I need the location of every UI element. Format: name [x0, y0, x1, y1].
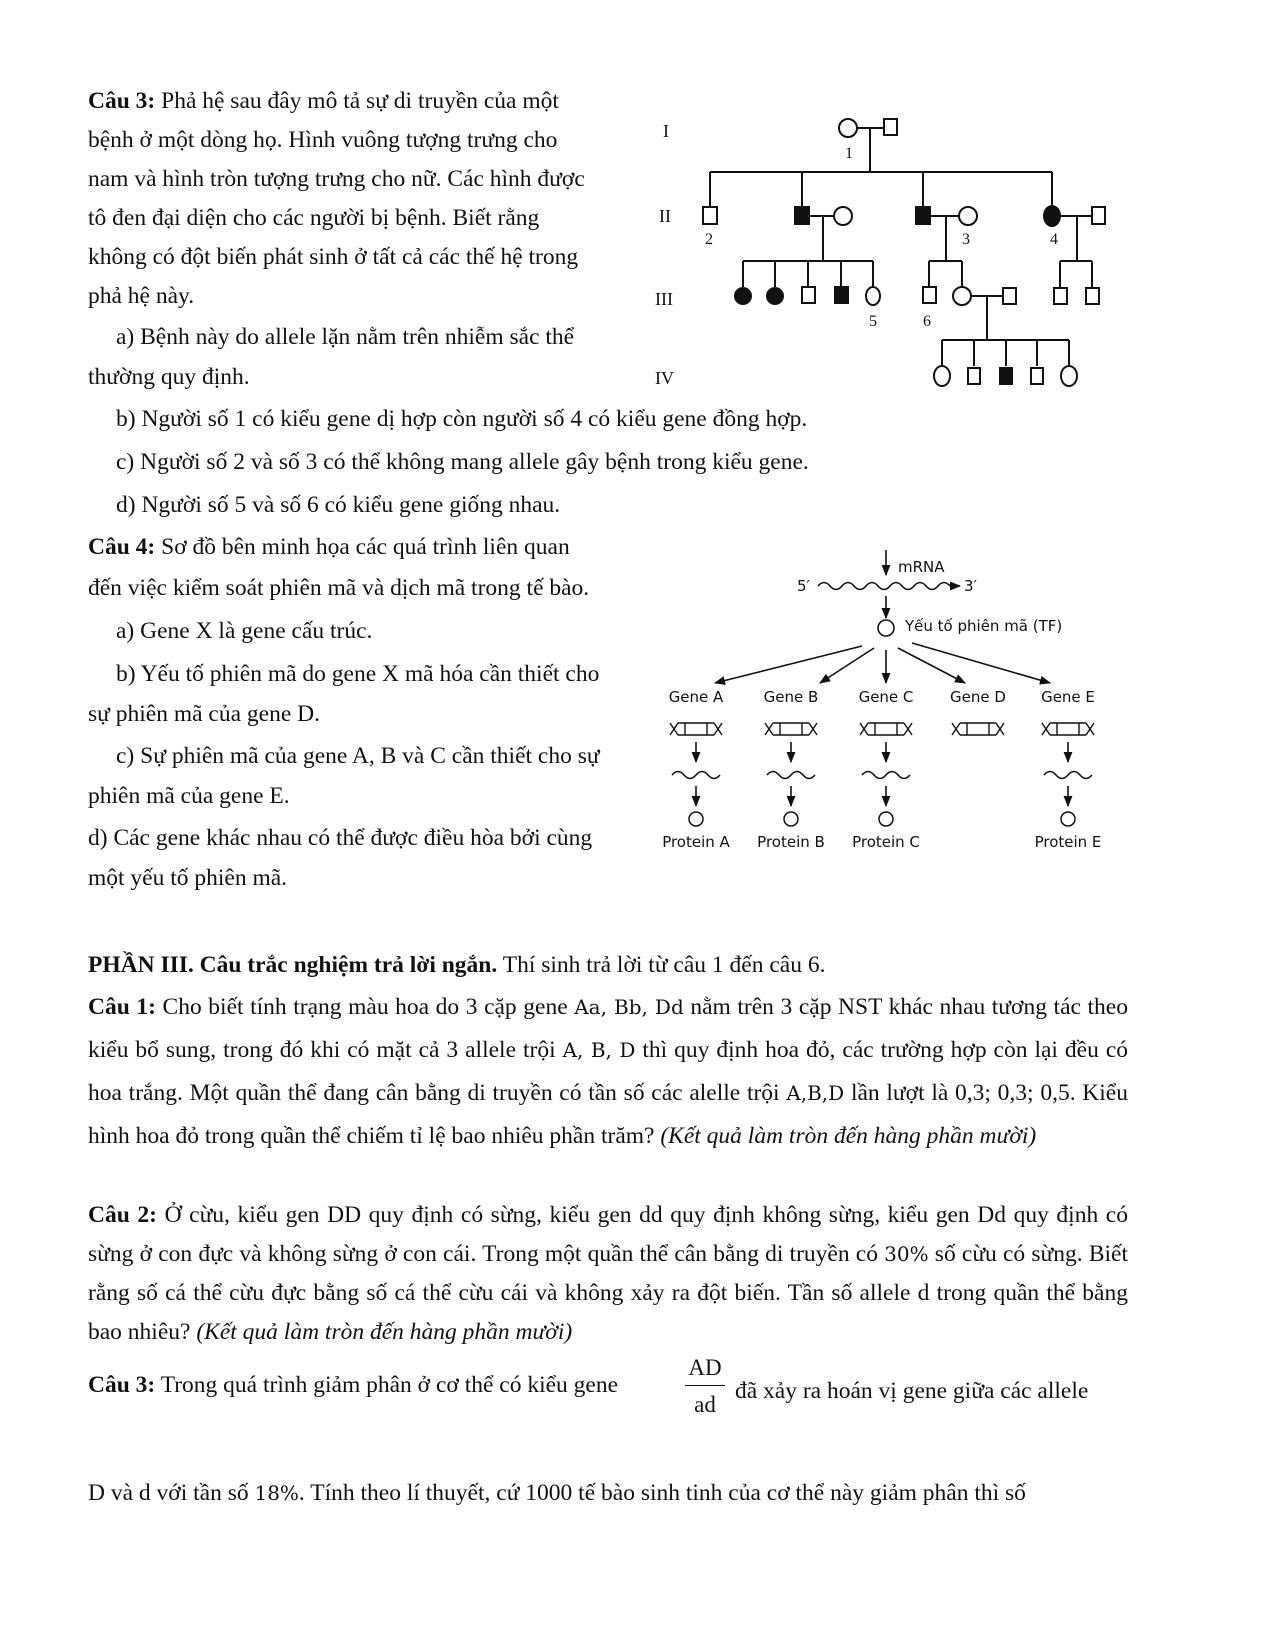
pedigree-female-unaffected [934, 366, 950, 386]
fraction-numerator: AD [688, 1355, 722, 1380]
section-title: PHẦN III. Câu trắc nghiệm trả lời ngắn. [88, 952, 498, 978]
text-line: tô đen đại diện cho các người bị bệnh. Biết rằng [88, 205, 540, 231]
question-label: Câu 1: [88, 994, 156, 1020]
gene-label: Gene E [1041, 688, 1095, 706]
pedigree-female-unaffected [953, 287, 971, 305]
question-label: Câu 4: [88, 534, 156, 560]
fraction-denominator: ad [694, 1392, 716, 1417]
dna-icon [952, 723, 1004, 735]
fraction-bar [685, 1385, 725, 1386]
text: số cừu có sừng. Biết rằng số cá thể cừu đực bằng số cá thể cừu cái và không xảy ra đột biến. Tần số allele d trong quần thể bằng bao nhiêu? [88, 1241, 1128, 1345]
dna-icon [670, 723, 722, 735]
generation-label: III [655, 289, 673, 309]
gene-label: Gene A [668, 688, 724, 706]
text: nằm trên 3 cặp NST khác nhau tương tác theo kiểu bổ sung, trong đó khi có mặt cả 3 allele trội [88, 994, 1128, 1063]
pedigree-female-affected [1044, 206, 1060, 226]
genotype-fraction [683, 1355, 727, 1418]
text-line: bệnh ở một dòng họ. Hình vuông tượng trưng cho [88, 127, 558, 153]
five-prime-label: 5′ [797, 577, 810, 595]
option-d: d) Các gene khác nhau có thể được điều hòa bởi cùng [88, 825, 593, 851]
option-a: a) Bệnh này do allele lặn nằm trên nhiễm sắc thể [116, 324, 575, 350]
text: Ở cừu, kiểu gen DD quy định có sừng, kiểu gen dd quy định không sừng, kiểu gen Dd quy định có sừng ở con đực và không sừng ở con cái. Trong một quần thể cân bằng di truyền có [88, 1202, 1128, 1267]
pedigree-male-affected [916, 207, 930, 224]
pedigree-male-unaffected [923, 287, 936, 303]
individual-number: 3 [962, 231, 970, 248]
math: A, B, D [562, 1038, 636, 1062]
protein-icon [689, 812, 703, 826]
math: Aa, Bb, Dd [574, 995, 684, 1019]
pedigree-male-unaffected [1092, 207, 1105, 224]
question-label: Câu 3: [88, 1372, 156, 1398]
pedigree-male-affected [795, 207, 809, 224]
pedigree-male-unaffected [703, 207, 717, 224]
pedigree-male-unaffected [968, 368, 980, 384]
mrna-strand [1044, 772, 1092, 779]
question-label: Câu 2: [88, 1202, 157, 1228]
part-3-question-1 [88, 986, 1128, 1158]
generation-label: II [659, 206, 671, 226]
option-b: b) Người số 1 có kiểu gene dị hợp còn người số 4 có kiểu gene đồng hợp. [116, 406, 808, 432]
pedigree-male-unaffected [1031, 368, 1043, 384]
pedigree-female-unaffected [866, 287, 880, 305]
part-3-heading [88, 944, 1128, 986]
text: Trong quá trình giảm phân ở cơ thể có kiểu gene [155, 1372, 619, 1398]
question-label: Câu 3: [88, 88, 156, 114]
text: Cho biết tính trạng màu hoa do 3 cặp gene [155, 994, 575, 1020]
mrna-strand [767, 772, 815, 779]
part-3-question-3-line-1 [88, 1364, 618, 1406]
math: 18% [254, 1481, 299, 1505]
text-line: Sơ đồ bên minh họa các quá trình liên quan [161, 534, 570, 560]
text: D và d với tần số [88, 1480, 255, 1506]
section-instruction: Thí sinh trả lời từ câu 1 đến câu 6. [497, 952, 826, 978]
gene-label: Gene B [763, 688, 819, 706]
pedigree-female-unaffected [839, 119, 857, 137]
option-d: d) Người số 5 và số 6 có kiểu gene giống nhau. [116, 492, 561, 518]
option-c: c) Người số 2 và số 3 có thể không mang allele gây bệnh trong kiểu gene. [116, 449, 809, 475]
generation-label: I [663, 121, 669, 141]
text-line: phả hệ này. [88, 283, 195, 309]
generation-label: IV [655, 368, 674, 388]
option-d-cont: một yếu tố phiên mã. [88, 865, 288, 891]
text-line: Phả hệ sau đây mô tả sự di truyền của một [161, 88, 559, 114]
text-line: nam và hình tròn tượng trưng cho nữ. Các hình được [88, 166, 585, 192]
protein-label: Protein B [757, 833, 825, 851]
pedigree-female-unaffected [959, 207, 977, 225]
option-b: b) Yếu tố phiên mã do gene X mã hóa cần thiết cho [116, 661, 600, 687]
transcription-factor-icon [878, 620, 894, 636]
text: thì quy định hoa đỏ, các trường hợp còn lại đều có hoa trắng. Một quần thể đang cân bằng di truyền có tần số các alelle trội [88, 1037, 1128, 1106]
transcription-diagram [650, 545, 1110, 865]
text: đã xảy ra hoán vị gene giữa các allele [735, 1378, 1089, 1404]
part-3-question-3-line-2 [88, 1472, 1026, 1514]
pedigree-male-unaffected [1086, 288, 1099, 304]
mrna-label: mRNA [898, 558, 945, 576]
tf-label: Yếu tố phiên mã (TF) [905, 617, 1063, 635]
rounding-note: (Kết quả làm tròn đến hàng phần mười) [660, 1123, 1037, 1149]
individual-number: 5 [869, 313, 877, 330]
gene-label: Gene D [950, 688, 1006, 706]
rounding-note: (Kết quả làm tròn đến hàng phần mười) [196, 1319, 573, 1345]
protein-label: Protein A [662, 833, 730, 851]
option-c: c) Sự phiên mã của gene A, B và C cần thiết cho sự [116, 743, 600, 769]
individual-number: 2 [705, 231, 713, 248]
dna-icon [1042, 723, 1094, 735]
pedigree-male-unaffected [884, 119, 897, 135]
pedigree-male-affected [835, 287, 848, 303]
dna-icon [765, 723, 817, 735]
pedigree-male-affected [1000, 368, 1012, 384]
pedigree-female-affected [735, 288, 751, 304]
protein-icon [1061, 812, 1075, 826]
protein-icon [784, 812, 798, 826]
protein-label: Protein E [1034, 833, 1102, 851]
pedigree-male-unaffected [1003, 288, 1016, 304]
pedigree-female-unaffected [1061, 366, 1077, 386]
option-a: a) Gene X là gene cấu trúc. [116, 618, 373, 644]
text-line: đến việc kiểm soát phiên mã và dịch mã trong tế bào. [88, 575, 590, 601]
math: A,B,D [786, 1081, 845, 1105]
protein-icon [879, 812, 893, 826]
text: . Tính theo lí thuyết, cứ 1000 tế bào sinh tinh của cơ thể này giảm phân thì số [298, 1480, 1026, 1506]
pedigree-chart [640, 100, 1110, 400]
pedigree-female-unaffected [834, 207, 852, 225]
mrna-strand [862, 772, 910, 779]
pedigree-female-affected [767, 288, 783, 304]
protein-label: Protein C [852, 833, 920, 851]
text-line: không có đột biến phát sinh ở tất cả các thế hệ trong [88, 244, 579, 270]
option-b-cont: sự phiên mã của gene D. [88, 701, 320, 727]
option-c-cont: phiên mã của gene E. [88, 783, 290, 809]
gene-label: Gene C [858, 688, 914, 706]
individual-number: 6 [923, 313, 931, 330]
individual-number: 1 [845, 145, 853, 162]
three-prime-label: 3′ [964, 577, 977, 595]
pedigree-male-unaffected [802, 287, 815, 303]
dna-icon [860, 723, 912, 735]
mrna-strand [818, 583, 950, 590]
pedigree-male-unaffected [1054, 288, 1067, 304]
text: lần lượt là 0,3; 0,3; 0,5. Kiểu hình hoa đỏ trong quần thể chiếm tỉ lệ bao nhiêu phần trăm? [88, 1080, 1128, 1149]
math: 30% [884, 1242, 929, 1266]
part-3-question-2 [88, 1196, 1128, 1352]
option-a-cont: thường quy định. [88, 364, 250, 390]
mrna-strand [672, 772, 720, 779]
individual-number: 4 [1050, 231, 1058, 248]
